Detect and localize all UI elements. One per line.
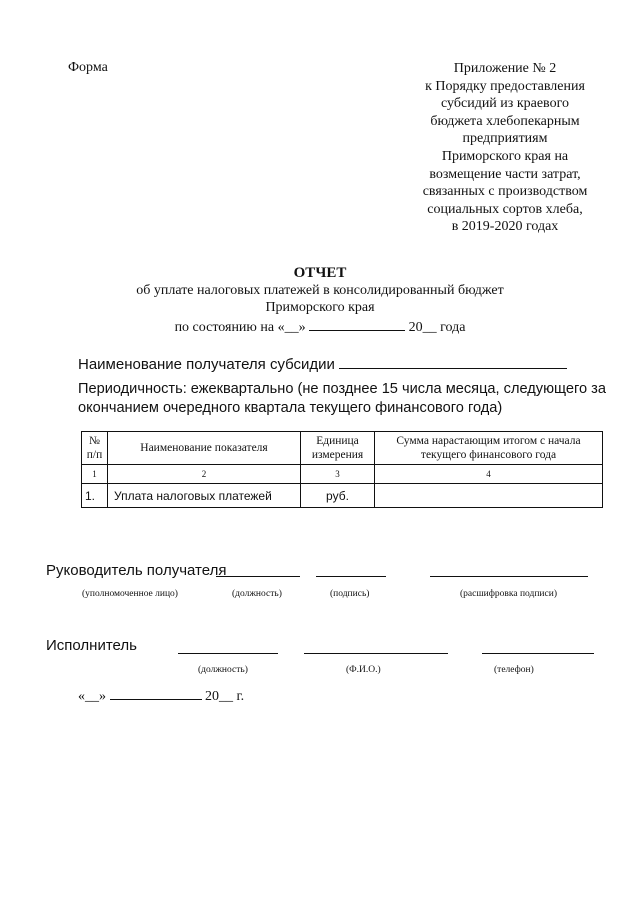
appendix-line: возмещение части затрат, [429,166,581,182]
table-row [82,484,603,508]
column-number: 3 [301,465,375,484]
row-indicator-name: Уплата налоговых платежей [108,484,301,508]
periodicity-text: Периодичность: ежеквартально (не позднее 15 числа месяца, следующего за окончанием очередного квартала текущего финансового года) [78,381,606,416]
row-number: 1. [82,484,108,508]
column-number: 4 [375,465,603,484]
sign-date-line [78,685,244,705]
appendix-line: бюджета хлебопекарным [430,113,580,129]
report-date-line [0,316,640,336]
appendix-line: субсидий из краевого [441,96,569,112]
header-sum: Сумма нарастающим итогом с начала текущего финансового года [375,432,603,465]
report-date-month-blank [309,316,405,331]
header-number: № п/п [82,432,108,465]
head-caption-position: (должность) [232,589,282,599]
column-number: 2 [108,465,301,484]
form-label: Форма [68,60,108,75]
recipient-line [78,354,567,373]
column-number: 1 [82,465,108,484]
sign-date-month-blank [110,685,202,700]
table-header-row [82,432,603,465]
row-sum [375,484,603,508]
head-position-line [216,576,300,577]
report-date-year: 20__ года [408,320,466,335]
recipient-blank [339,354,567,369]
header-indicator: Наименование показателя [108,432,301,465]
report-table [81,431,603,508]
executor-phone-line [482,653,594,654]
appendix-line: в 2019-2020 годах [451,219,559,235]
executor-position-line [178,653,278,654]
sign-date-prefix: «__» [78,689,106,704]
sign-date-year: 20__ г. [205,689,245,704]
executor-caption-fio: (Ф.И.О.) [346,665,381,675]
head-caption-decoding: (расшифровка подписи) [460,589,557,599]
head-signature-line [316,576,386,577]
report-date-prefix: по состоянию на «__» [174,320,306,335]
head-caption-authorized: (уполномоченное лицо) [82,589,178,599]
report-subtitle: об уплате налоговых платежей в консолидированный бюджет [136,283,504,298]
executor-fio-line [304,653,448,654]
report-region: Приморского края [265,300,375,315]
executor-caption-position: (должность) [198,665,248,675]
recipient-label: Наименование получателя субсидии [78,356,335,373]
head-decoding-line [430,576,588,577]
report-title: ОТЧЕТ [293,265,347,281]
row-unit: руб. [301,484,375,508]
appendix-line: социальных сортов хлеба, [427,201,583,217]
appendix-block [405,60,605,236]
appendix-line: к Порядку предоставления [425,78,585,94]
executor-label: Исполнитель [46,637,137,654]
table-column-numbers-row [82,465,603,484]
appendix-line: связанных с производством [422,184,588,200]
appendix-line: Приморского края на [441,148,569,164]
head-signature-label: Руководитель получателя [46,562,227,579]
header-unit: Единица измерения [301,432,375,465]
report-title-block [0,265,640,336]
head-caption-signature: (подпись) [330,589,370,599]
appendix-line: предприятиям [462,131,548,147]
appendix-line: Приложение № 2 [453,61,557,76]
executor-caption-phone: (телефон) [494,665,534,675]
